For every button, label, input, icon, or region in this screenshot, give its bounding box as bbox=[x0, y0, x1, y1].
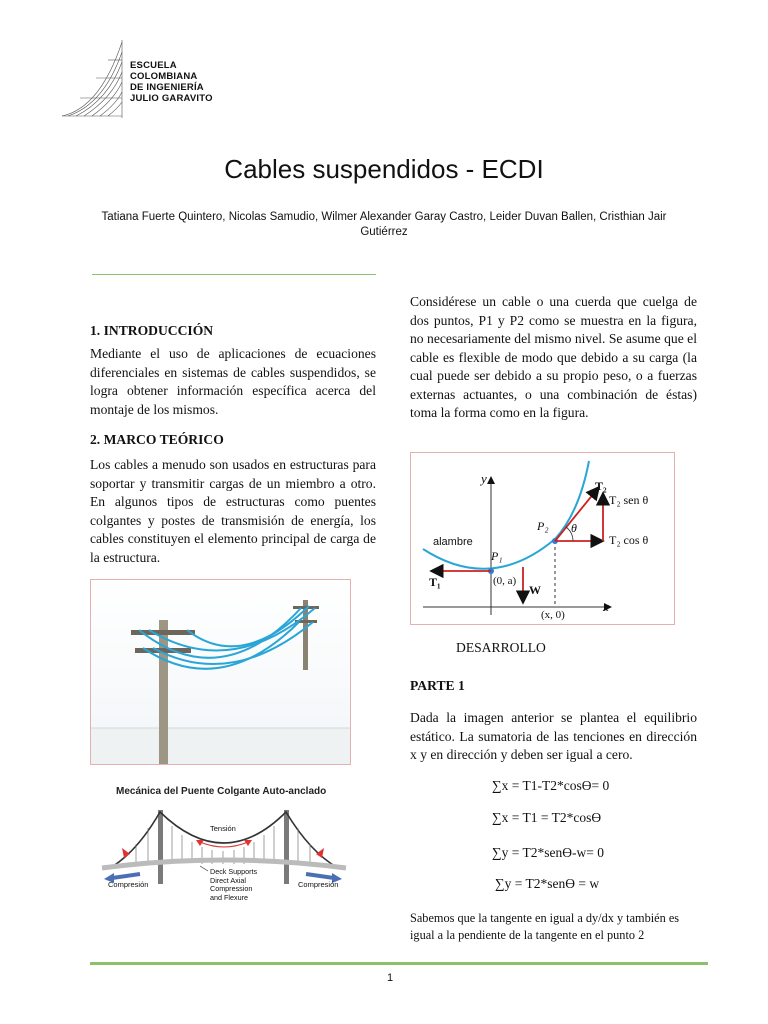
document-title: Cables suspendidos - ECDI bbox=[224, 154, 544, 184]
logo-line-1: ESCUELA bbox=[130, 60, 177, 71]
p2-label: P₂ bbox=[537, 519, 549, 533]
deck-label-line: Direct Axial bbox=[210, 875, 246, 885]
equation-3: ∑y = T2*senϴ-w= 0 bbox=[492, 845, 604, 860]
deck-label-line: and Flexure bbox=[210, 892, 248, 902]
desarrollo-heading: DESARROLLO bbox=[456, 640, 546, 655]
institution-logo bbox=[60, 38, 240, 123]
bridge-figure bbox=[92, 782, 356, 908]
page-number: 1 bbox=[386, 972, 394, 984]
t1-label: T₁ bbox=[429, 575, 441, 589]
logo-line-4: JULIO GARAVITO bbox=[130, 93, 213, 104]
equation-4: ∑y = T2*senϴ = w bbox=[495, 876, 600, 891]
power-line-figure bbox=[90, 579, 351, 765]
p1-label: P₁ bbox=[491, 549, 503, 563]
tension-label: Tensión bbox=[210, 824, 236, 833]
x-axis-label: x bbox=[603, 599, 609, 614]
deck-label-line: Compression bbox=[210, 884, 253, 894]
intro-paragraph: Mediante el uso de aplicaciones de ecuaciones diferenciales en sistemas de cables suspendidos, se logra obtener información específica acerca del montaje de los mismos. bbox=[90, 346, 376, 417]
compression-right-label: Compresión bbox=[298, 880, 339, 889]
y-axis-label: y bbox=[481, 471, 487, 486]
logo-emblem bbox=[60, 38, 130, 120]
logo-line-2: COLOMBIANA bbox=[130, 71, 198, 82]
w-label: W bbox=[529, 583, 541, 597]
bridge-figure-title: Mecánica del Puente Colgante Auto-anclado bbox=[116, 786, 327, 797]
alambre-label: alambre bbox=[433, 536, 473, 548]
deck-label bbox=[210, 868, 257, 902]
closing-paragraph: Sabemos que la tangente en igual a dy/dx y también es igual a la pendiente de la tangente en el punto 2 bbox=[410, 911, 680, 942]
authors: Tatiana Fuerte Quintero, Nicolas Samudio, Wilmer Alexander Garay Castro, Leider Duvan Ballen, Cristhian Jair Gutiérrez bbox=[101, 211, 667, 238]
cable-diagram bbox=[410, 452, 675, 625]
t2-sen-label: T₂ sen θ bbox=[609, 493, 649, 507]
intro-heading: 1. INTRODUCCIÓN bbox=[90, 323, 214, 338]
point-x0-label: (x, 0) bbox=[541, 609, 565, 621]
equation-2: ∑x = T1 = T2*cosϴ bbox=[492, 810, 602, 825]
point-0a-label: (0, a) bbox=[493, 575, 517, 587]
t2-label: T₂ bbox=[595, 479, 607, 493]
compression-left-label: Compresión bbox=[108, 880, 149, 889]
parte1-heading: PARTE 1 bbox=[410, 678, 465, 693]
footer-rule bbox=[90, 962, 708, 965]
equation-1: ∑x = T1-T2*cosϴ= 0 bbox=[492, 778, 610, 793]
cable-description: Considérese un cable o una cuerda que cuelga de dos puntos, P1 y P2 como se muestra en la figura, no necesariamente del mismo nivel. Se asume que el cable es flexible de modo que debido a su carga (la cual puede ser debido a su propio peso, o a fuerzas externas actuantes, o una combinación de éstas) toma la forma como en la figura. bbox=[410, 294, 697, 420]
deck-label-line: Deck Supports bbox=[210, 867, 258, 876]
parte1-paragraph: Dada la imagen anterior se plantea el equilibrio estático. La sumatoria de las tenciones en dirección x y en dirección y deben ser igual a cero. bbox=[410, 710, 697, 762]
theta-label: θ bbox=[571, 521, 577, 535]
section-divider bbox=[92, 274, 376, 275]
t2-cos-label: T₂ cos θ bbox=[609, 533, 649, 547]
marco-heading: 2. MARCO TEÓRICO bbox=[90, 432, 224, 447]
logo-line-3: DE INGENIERÍA bbox=[130, 82, 204, 93]
marco-paragraph: Los cables a menudo son usados en estructuras para soportar y transmitir cargas de un miembro a otro. En algunos tipos de estructuras como puentes colgantes y postes de transmisión de energía, los cables constituyen el elemento principal de carga de la estructura. bbox=[90, 457, 376, 565]
